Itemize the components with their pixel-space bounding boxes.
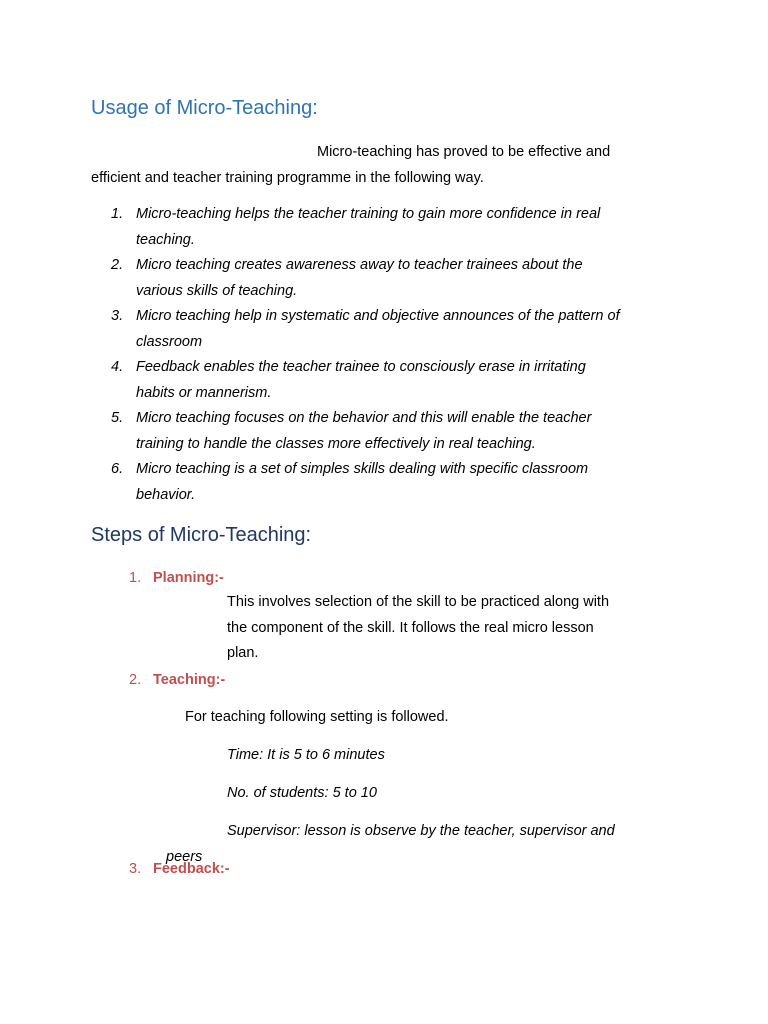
list-item-line1: Feedback enables the teacher trainee to consciously erase in irritating [136,359,586,375]
list-item-number: 3. [111,308,124,324]
planning-description [227,590,687,667]
list-item [108,202,688,253]
step-number: 2. [129,672,142,688]
step-planning-label [129,566,224,590]
usage-intro [91,139,671,191]
step-teaching-label [129,668,225,692]
list-item-line2: habits or mannerism. [136,384,272,401]
list-item-number: 4. [111,359,124,375]
list-item-line2: classroom [136,333,203,350]
step-number: 3. [129,861,142,877]
planning-line1: This involves selection of the skill to be practiced along with [227,594,610,610]
list-item-number: 5. [111,410,124,426]
list-item-number: 1. [111,206,124,222]
list-item [108,304,688,355]
list-item [108,355,688,406]
list-item-line2: training to handle the classes more effectively in real teaching. [136,435,536,452]
list-item-line1: Micro-teaching helps the teacher training to gain more confidence in real [136,206,601,222]
list-item-line2: various skills of teaching. [136,282,298,299]
step-label: Planning:- [153,570,224,586]
list-item-line1: Micro teaching focuses on the behavior and this will enable the teacher [136,410,592,426]
usage-intro-line1: Micro-teaching has proved to be effective and [317,144,611,160]
step-feedback-label [129,857,230,881]
list-item-line2: teaching. [136,231,195,248]
usage-list [108,202,688,508]
teaching-time: Time: It is 5 to 6 minutes [227,747,385,763]
list-item-number: 6. [111,461,124,477]
usage-heading: Usage of Micro-Teaching: [91,97,318,119]
usage-intro-line2: efficient and teacher training programme in the following way. [91,170,484,186]
list-item-number: 2. [111,257,124,273]
list-item [108,457,688,508]
list-item-line2: behavior. [136,486,196,503]
steps-heading: Steps of Micro-Teaching: [91,524,312,546]
list-item-line1: Micro teaching creates awareness away to teacher trainees about the [136,257,583,273]
list-item [108,406,688,457]
step-number: 1. [129,570,142,586]
teaching-supervisor-line1: Supervisor: lesson is observe by the teacher, supervisor and [227,823,615,839]
teaching-intro: For teaching following setting is followed. [185,709,449,725]
planning-line3: plan. [227,645,259,661]
planning-line2: the component of the skill. It follows the real micro lesson [227,619,594,636]
teaching-students: No. of students: 5 to 10 [227,785,377,801]
teaching-supervisor-line2: peers [166,849,203,865]
list-item-line1: Micro teaching help in systematic and objective announces of the pattern of [136,308,620,324]
step-label: Feedback:- [153,861,230,877]
list-item-line1: Micro teaching is a set of simples skills dealing with specific classroom [136,461,589,477]
list-item [108,253,688,304]
step-label: Teaching:- [153,672,226,688]
